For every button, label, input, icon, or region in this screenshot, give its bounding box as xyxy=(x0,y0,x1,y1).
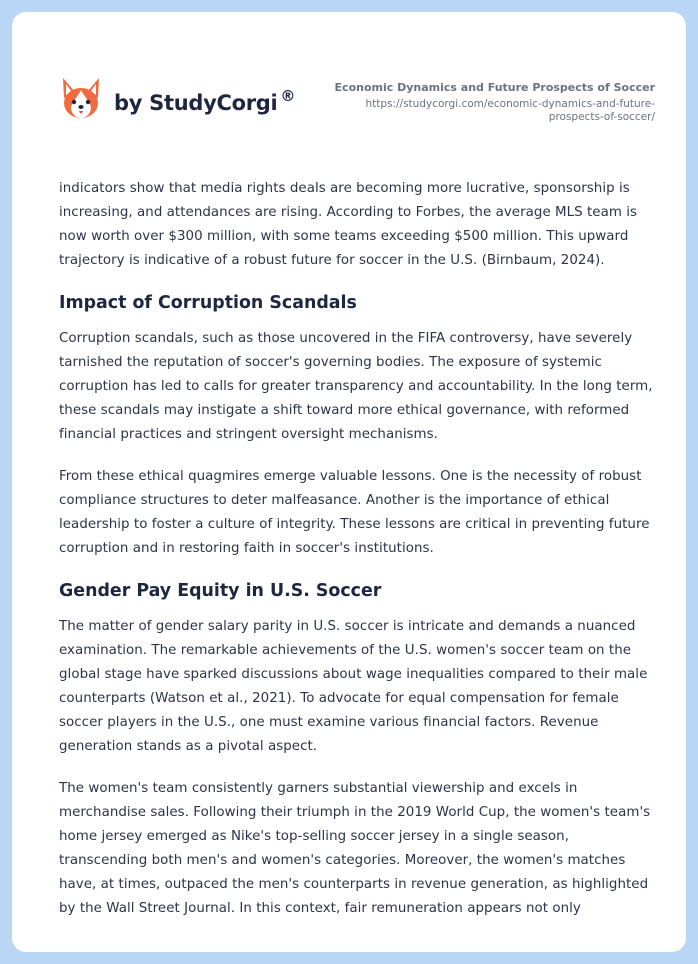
document-url[interactable]: https://studycorgi.com/economic-dynamics-and-future-prospects-of-soccer/ xyxy=(365,98,655,123)
registered-mark: ® xyxy=(280,87,296,105)
page-header xyxy=(12,12,686,162)
gender-pay-paragraph-1: The matter of gender salary parity in U.S. soccer is intricate and demands a nuanced examination. The remarkable achievements of the U.S. women's soccer team on the global stage have sparked discussions about wage inequalities compared to their male counterparts (Watson et al., 2021). To advocate for equal compensation for female soccer players in the U.S., one must examine various financial factors. Revenue generation stands as a pivotal aspect. xyxy=(59,619,648,754)
studycorgi-logo[interactable] xyxy=(60,76,295,120)
section-heading-gender-pay: Gender Pay Equity in U.S. Soccer xyxy=(59,581,382,601)
document-meta xyxy=(325,80,655,124)
gender-pay-paragraph-2: The women's team consistently garners substantial viewership and excels in merchandise sales. Following their triumph in the 2019 World Cup, the women's team's home jersey emerged as Nike's top-selling soccer jersey in a single season, transcending both men's and women's categories. Moreover, the women's matches have, at times, outpaced the men's counterparts in revenue generation, as highlighted by the Wall Street Journal. In this context, fair remuneration appears not only xyxy=(59,781,651,916)
intro-paragraph: indicators show that media rights deals are becoming more lucrative, sponsorship is increasing, and attendances are rising. According to Forbes, the average MLS team is now worth over $300 million, with some teams exceeding $500 million. This upward trajectory is indicative of a robust future for soccer in the U.S. (Birnbaum, 2024). xyxy=(59,181,638,268)
document-page xyxy=(12,12,686,952)
corruption-paragraph-2: From these ethical quagmires emerge valuable lessons. One is the necessity of robust compliance structures to deter malfeasance. Another is the importance of ethical leadership to foster a culture of integrity. These lessons are critical in preventing future corruption and in restoring faith in soccer's institutions. xyxy=(59,469,650,556)
brand-name: by StudyCorgi ® xyxy=(114,87,296,115)
corgi-logo-icon xyxy=(60,76,102,120)
section-heading-corruption: Impact of Corruption Scandals xyxy=(59,293,357,313)
document-title: Economic Dynamics and Future Prospects of Soccer xyxy=(334,81,655,94)
corruption-paragraph-1: Corruption scandals, such as those uncovered in the FIFA controversy, have severely tarnished the reputation of soccer's governing bodies. The exposure of systemic corruption has led to calls for greater transparency and accountability. In the long term, these scandals may instigate a shift toward more ethical governance, with reformed financial practices and stringent oversight mechanisms. xyxy=(59,331,653,442)
document-body xyxy=(59,177,659,939)
